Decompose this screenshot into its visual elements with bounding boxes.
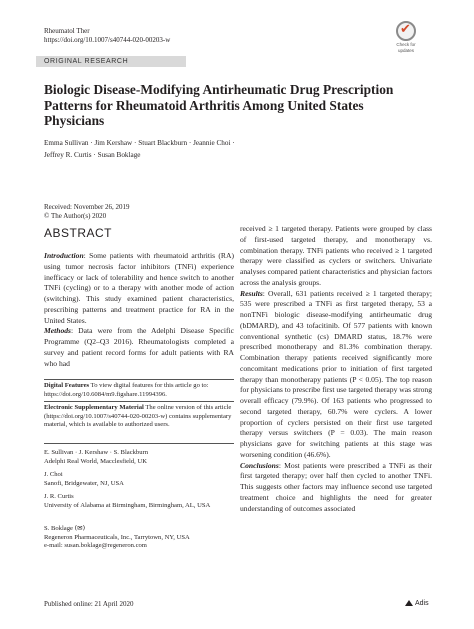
received-date: Received: November 26, 2019 [44,203,130,211]
digital-features-note [44,382,234,399]
affiliation-1 [44,449,234,466]
digital-features-label: Digital Features [44,382,90,389]
conclusions-label: Conclusions [240,460,279,470]
notes-divider-top [44,379,234,380]
abstract-left-column [44,251,234,369]
affiliation-names: E. Sullivan · J. Kershaw · S. Blackburn [44,449,149,456]
affiliation-3 [44,493,234,510]
section-label: ORIGINAL RESEARCH [36,56,186,67]
envelope-icon: (✉) [74,524,86,532]
author-line-1: Emma Sullivan · Jim Kershaw · Stuart Blackburn · Jeannie Choi · [44,139,235,147]
esm-note [44,404,234,430]
abstract-methods-continued: received ≥ 1 targeted therapy. Patients were grouped by class of first-used targeted therapy, and monotherapy vs. combination therapy. TNFi patients who received ≥ 1 targeted therapy were classified as cyclers or switchers. Univariate analyses compared patient characteristics and physician factors across the analysis groups. [240,224,432,287]
conclusions-text: : Most patients were prescribed a TNFi as their first targeted therapy; over half then cycled to another TNFi. This suggests other factors may influence second use targeted treatment choice and highlights the need for greater understanding of outcomes associated [240,460,432,513]
affiliation-names: J. Choi [44,471,63,478]
corresponding-email[interactable]: e-mail: susan.boklage@regeneron.com [44,542,147,550]
introduction-text: : Some patients with rheumatoid arthritis (RA) using tumor necrosis factor inhibitors (TNFi) experience inefficacy or lack of tolerability and hence switch to another TNFi (cycling) or to a therapy with another mode of action (switching). This study examined patient characteristics, prescribing patterns and treatment practice for RA in the United States. [44,251,234,325]
notes-divider-bottom [44,443,234,444]
badge-label-2: updates [397,48,414,53]
introduction-label: Introduction [44,251,84,260]
author-line-2: Jeffrey R. Curtis · Susan Boklage [44,151,141,159]
affiliation-address: Regeneron Pharmaceuticals, Inc., Tarrytown, NY, USA [44,533,190,541]
abstract-introduction [44,251,234,326]
affiliation-address: University of Alabama at Birmingham, Birmingham, AL, USA [44,501,211,509]
affiliation-names: J. R. Curtis [44,493,74,500]
esm-label: Electronic Supplementary Material [44,404,144,411]
journal-doi[interactable]: https://doi.org/10.1007/s40744-020-00203-w [44,36,171,44]
publisher-name: Adis [415,600,429,607]
digital-features-text[interactable]: To view digital features for this article go to: https://doi.org/10.6084/m9.figshare.11994396. [44,382,209,398]
affiliation-2 [44,471,234,488]
abstract-conclusions [240,461,432,515]
abstract-methods [44,326,234,369]
abstract-results [240,289,432,461]
journal-name: Rheumatol Ther [44,27,90,35]
methods-text: : Data were from the Adelphi Disease Specific Programme (Q2–Q3 2016). Rheumatologists completed a survey and patient record forms for adult patients with RA who had [44,326,234,368]
affiliation-address: Adelphi Real World, Macclesfield, UK [44,457,147,465]
publisher-logo [405,600,429,607]
notes-divider-middle [44,401,234,402]
published-date: Published online: 21 April 2020 [44,600,134,608]
affiliation-names-row [44,524,234,534]
results-label: Results [240,288,263,298]
affiliation-address: Sanofi, Bridgewater, NJ, USA [44,479,124,487]
article-title: Biologic Disease-Modifying Antirheumatic Drug Prescription Patterns for Rheumatoid Arthritis Among United States Physicians [44,82,394,128]
badge-label-1: Check for [396,42,416,47]
article-dates [44,203,130,221]
check-updates-icon: ✔ [396,21,416,41]
results-text: : Overall, 631 patients received ≥ 1 targeted therapy; 535 were prescribed a TNFi as first targeted therapy, 53 a nonTNFi biologic disease-modifying antirheumatic drug (bDMARD), and 43 tofacitinib. Of 577 patients with known conventional synthetic (cs) DMARD status, 18.7% were prescribed monotherapy and 81.3% combination therapy. Combination therapy patients received significantly more concomitant medications prior to initiation of first targeted therapy than monotherapy patients (P < 0.05). The top reason for physicians to prescribe first use targeted therapy was strong overall efficacy (79.9%). Of 163 patients who progressed to second targeted therapy, 60.7% were cyclers. A lower proportion of cyclers persisted on their first use targeted therapy versus switchers (P = 0.03). The main reason physicians gave for switching patients at this stage was worsening condition (46.6%). [240,288,432,459]
affiliation-4 [44,524,234,551]
check-for-updates-badge[interactable] [392,21,420,57]
journal-header [44,27,170,45]
affiliation-names: S. Boklage [44,525,73,532]
abstract-heading: ABSTRACT [44,226,113,240]
adis-logo-icon [405,600,413,606]
methods-label: Methods [44,326,72,336]
esm-text: The online version of this article (https://doi.org/10.1007/s40744-020-00203-w) contains supplementary material, which is available to authorized users. [44,404,232,429]
copyright: © The Author(s) 2020 [44,212,107,220]
abstract-right-column [240,224,432,514]
author-list [44,137,304,161]
